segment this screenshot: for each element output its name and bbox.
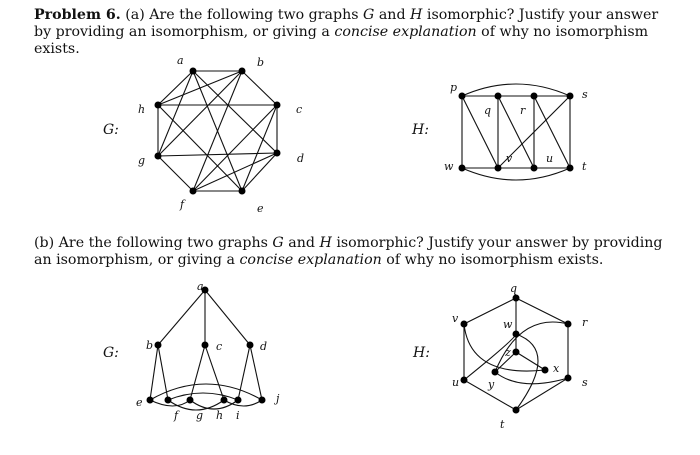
vertex-label: u <box>546 152 554 165</box>
vertex-label: d <box>260 340 268 353</box>
vertex-label: i <box>236 409 240 422</box>
vertex-label: d <box>297 152 305 165</box>
vertex-label: e <box>257 202 264 215</box>
vertex-label: b <box>146 339 154 352</box>
graph-b-g-label: G: <box>103 345 119 361</box>
vertex-label: y <box>488 378 495 391</box>
graph-h-symbol: H <box>410 7 423 23</box>
question-lead: (b) Are the following two graphs <box>34 235 273 251</box>
vertex-label: g <box>196 409 204 422</box>
vertex-label: s <box>582 376 588 389</box>
vertex-label: r <box>520 104 526 117</box>
vertex-label: t <box>500 418 505 431</box>
vertex-label: h <box>138 103 146 116</box>
graph-a-h-label: H: <box>412 122 429 138</box>
vertex-label: t <box>582 160 587 173</box>
vertex-label: f <box>180 198 185 211</box>
vertex-label: b <box>257 56 265 69</box>
graph-h-symbol: H <box>319 235 332 251</box>
graph-a-h-edges <box>462 84 570 180</box>
graph-a-g <box>103 54 304 215</box>
vertex-label: a <box>197 280 204 293</box>
vertex-label: q <box>510 282 518 295</box>
vertex-label: q <box>484 104 492 117</box>
vertex-label: j <box>276 392 280 405</box>
graph-b-h <box>412 282 588 431</box>
problem-heading: Problem 6. <box>34 7 121 23</box>
vertex-label: r <box>582 316 588 329</box>
vertex-label: p <box>450 81 458 94</box>
question-tail: of why no isomorphism exists. <box>381 252 604 268</box>
vertex-label: s <box>582 88 588 101</box>
vertex-label: z <box>505 346 511 359</box>
graph-g-symbol: G <box>272 235 284 251</box>
question-middle: isomorphic? Justify your answer by providing an isomorphism, or giving a <box>34 7 659 40</box>
vertex-label: f <box>174 409 179 422</box>
vertex-label: v <box>506 152 513 165</box>
vertex-label: h <box>216 409 224 422</box>
vertex-label: g <box>138 154 146 167</box>
vertex-label: x <box>553 362 560 375</box>
graph-a-h <box>411 81 588 180</box>
question-lead: (a) Are the following two graphs <box>125 7 363 23</box>
vertex-label: a <box>177 54 184 67</box>
vertex-label: c <box>296 103 303 116</box>
graph-b-g <box>103 280 280 422</box>
vertex-label: u <box>452 376 460 389</box>
vertex-label: e <box>136 396 143 409</box>
emphasis-text: concise explanation <box>334 24 477 40</box>
question-tail: of why no isomorphism exists. <box>34 24 649 57</box>
graph-g-symbol: G <box>363 7 375 23</box>
graph-b-g-edges <box>150 290 262 410</box>
conjunction: and <box>374 7 411 23</box>
vertex-label: w <box>503 318 513 331</box>
graph-a-g-label: G: <box>103 122 119 138</box>
vertex-label: v <box>452 312 459 325</box>
conjunction: and <box>283 235 320 251</box>
graph-b-h-label: H: <box>413 345 430 361</box>
emphasis-text: concise explanation <box>239 252 382 268</box>
question-middle: isomorphic? Justify your answer by providing an isomorphism, or giving a <box>34 235 663 268</box>
graph-a-g-edges <box>158 71 277 191</box>
graph-b-g-vertices <box>147 287 266 404</box>
vertex-label: w <box>444 160 454 173</box>
vertex-label: c <box>216 340 223 353</box>
